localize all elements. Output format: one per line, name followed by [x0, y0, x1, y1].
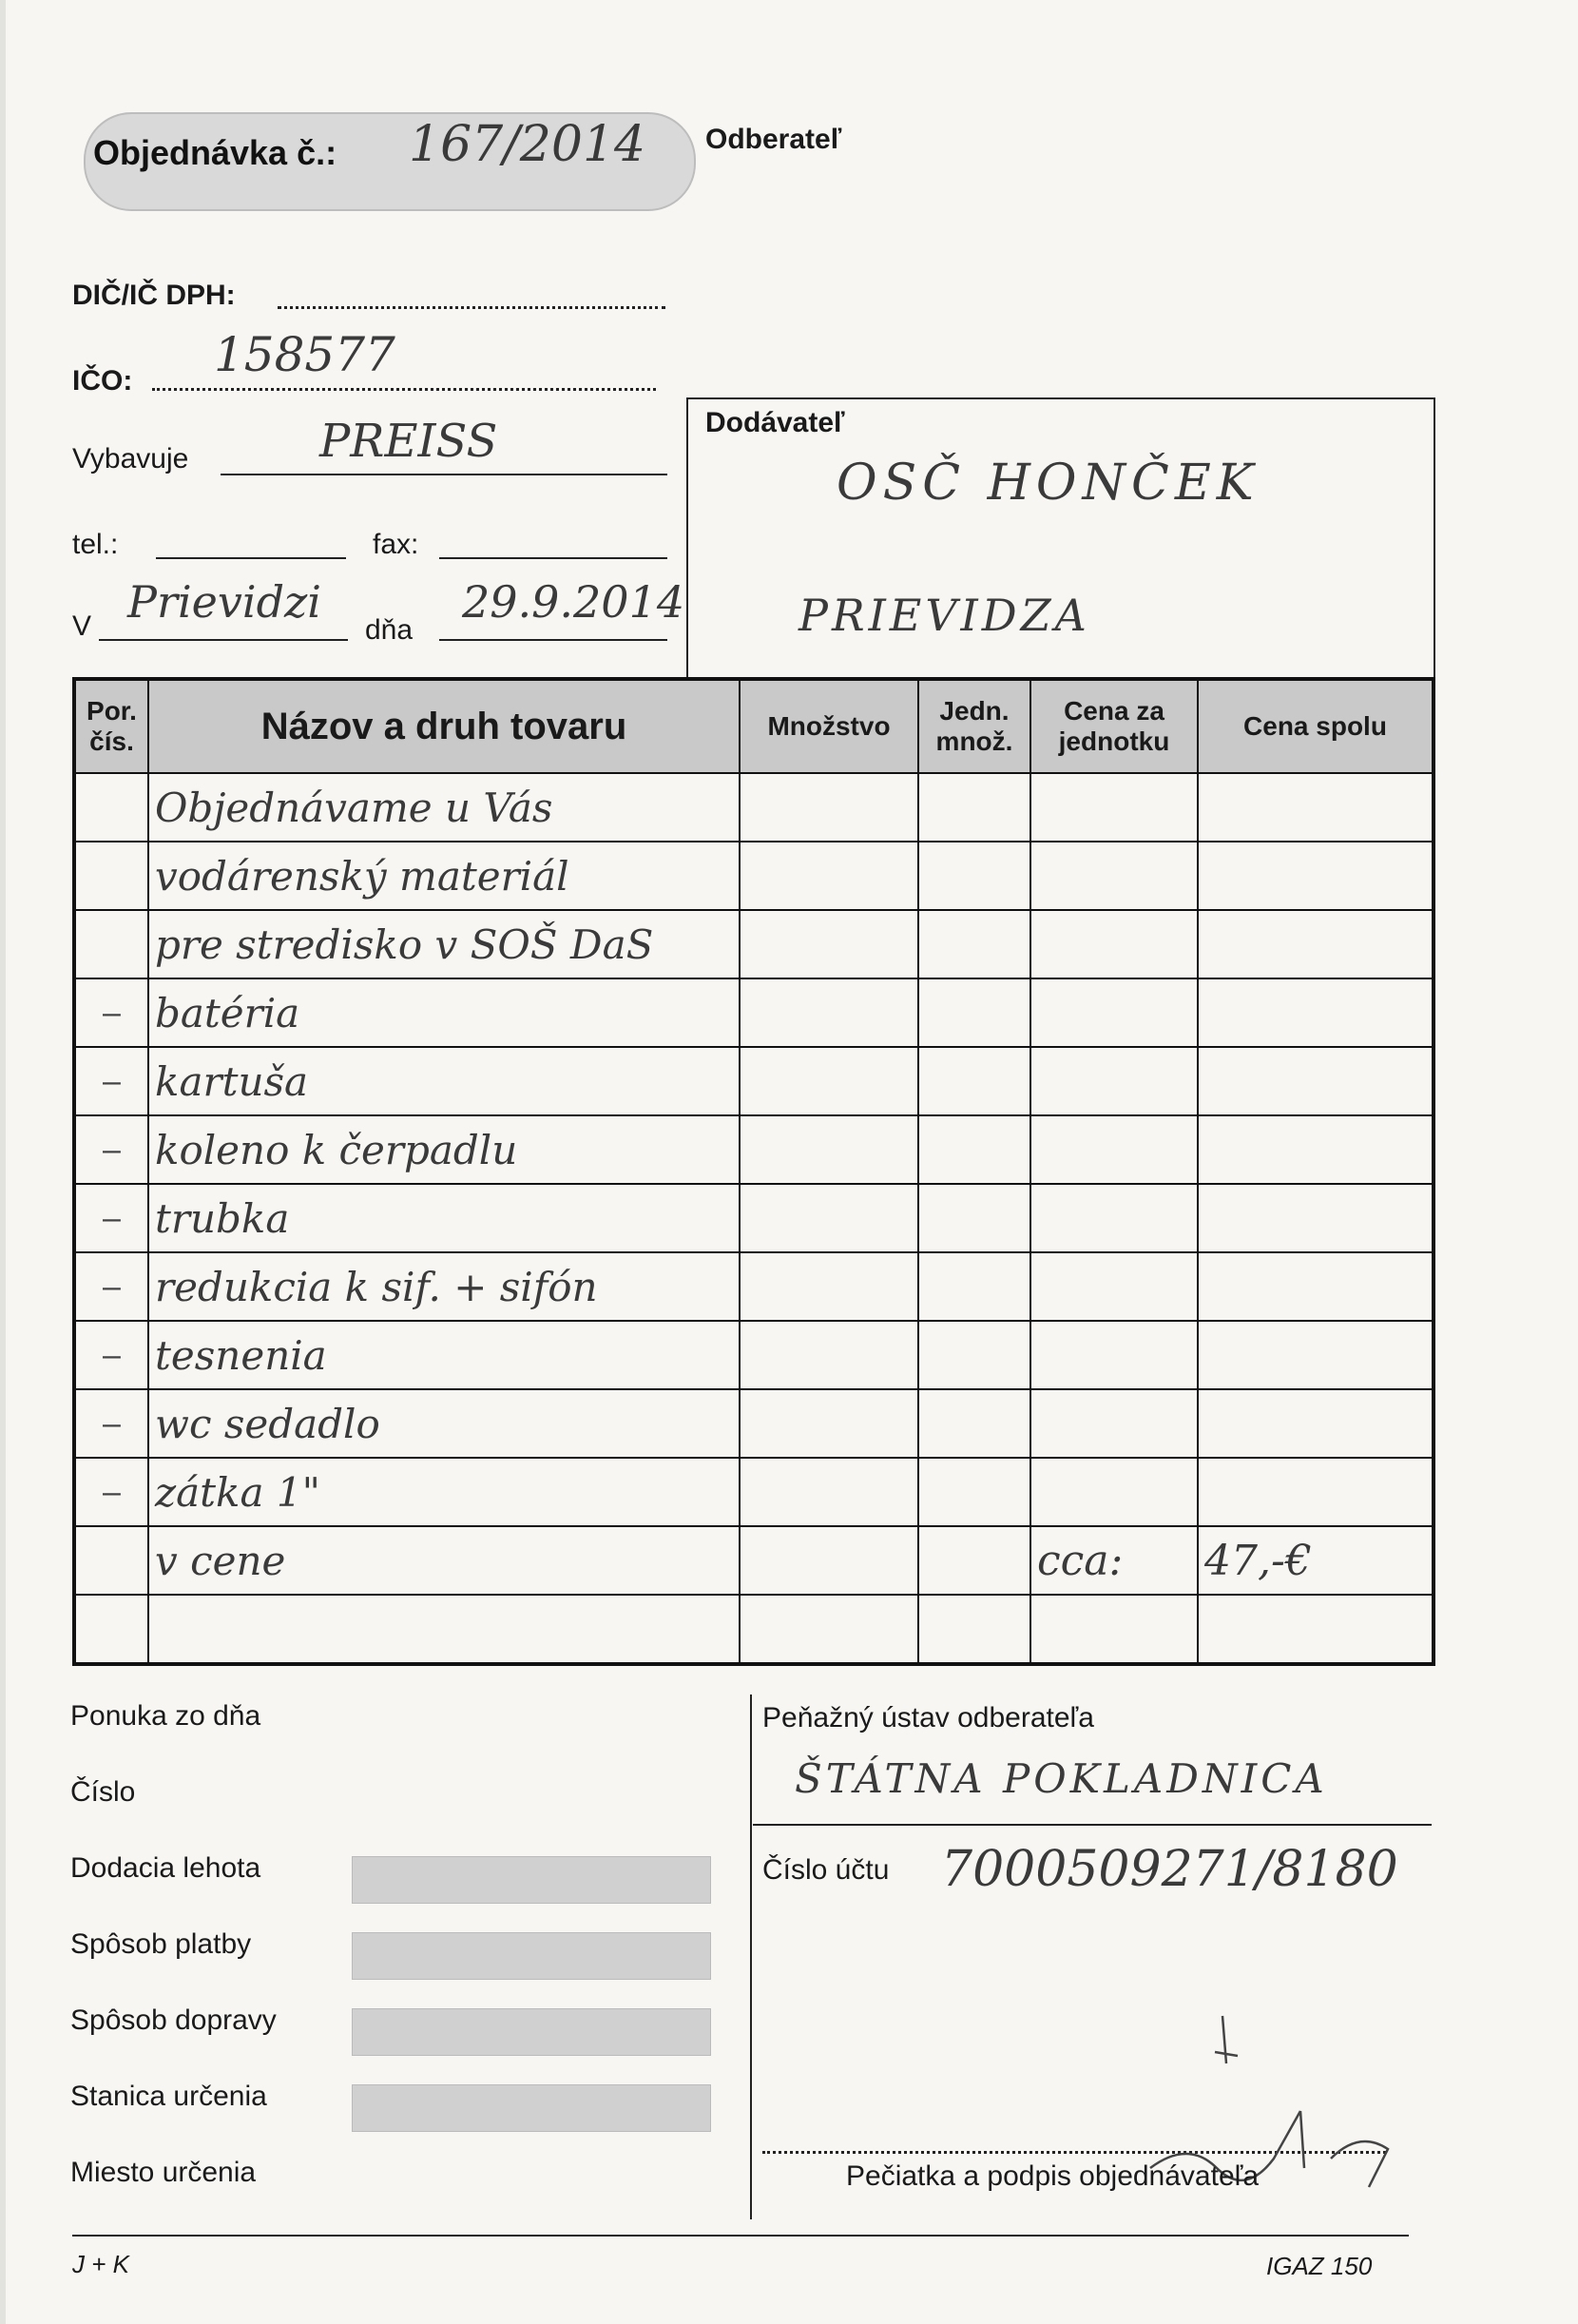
unit-price-cell[interactable]	[1030, 1458, 1198, 1526]
table-row	[74, 1321, 1434, 1389]
unit-price-cell[interactable]	[1030, 1321, 1198, 1389]
unit-price-cell[interactable]	[1030, 978, 1198, 1047]
unit-price-cell[interactable]	[1030, 1252, 1198, 1321]
table-row	[74, 978, 1434, 1047]
item-name-cell[interactable]: koleno k čerpadlu	[148, 1115, 740, 1184]
supplier-label: Dodávateľ	[705, 407, 845, 438]
dic-field[interactable]	[278, 306, 665, 309]
total-price-cell[interactable]	[1198, 1047, 1434, 1115]
col-header-unit: Jedn. množ.	[918, 679, 1030, 773]
total-price-cell[interactable]	[1198, 1115, 1434, 1184]
total-price-cell[interactable]	[1198, 773, 1434, 842]
item-name-cell[interactable]: tesnenia	[148, 1321, 740, 1389]
dic-label: DIČ/IČ DPH:	[72, 280, 236, 311]
item-name-cell[interactable]: zátka 1"	[148, 1458, 740, 1526]
table-row	[74, 1458, 1434, 1526]
v-label: V	[72, 610, 92, 642]
total-price-cell[interactable]	[1198, 910, 1434, 978]
dna-label: dňa	[365, 614, 414, 646]
fax-label: fax:	[373, 529, 419, 560]
row-number-cell[interactable]	[74, 842, 148, 910]
row-number-cell[interactable]	[74, 773, 148, 842]
quantity-cell[interactable]	[740, 978, 918, 1047]
customer-label: Odberateľ	[705, 124, 842, 155]
vybavuje-value: PREISS	[319, 415, 498, 468]
row-number-cell[interactable]: –	[74, 1321, 148, 1389]
bottom-divider	[750, 1695, 752, 2219]
bank-field-line	[753, 1824, 1432, 1826]
quantity-cell[interactable]	[740, 1184, 918, 1252]
table-row	[74, 1526, 1434, 1595]
item-name-cell[interactable]: batéria	[148, 978, 740, 1047]
quantity-cell[interactable]	[740, 1321, 918, 1389]
total-price-cell[interactable]	[1198, 842, 1434, 910]
table-row	[74, 910, 1434, 978]
unit-cell[interactable]	[918, 910, 1030, 978]
col-header-total: Cena spolu	[1198, 679, 1434, 773]
v-field[interactable]	[99, 639, 348, 641]
ico-label: IČO:	[72, 365, 133, 397]
unit-cell[interactable]	[918, 773, 1030, 842]
row-number-cell[interactable]	[74, 910, 148, 978]
station-label: Stanica určenia	[70, 2081, 267, 2112]
total-price-cell[interactable]: 47,-€	[1198, 1526, 1434, 1595]
offer-number-label: Číslo	[70, 1776, 136, 1808]
col-header-unit-price: Cena za jednotku	[1030, 679, 1198, 773]
unit-cell[interactable]	[918, 1252, 1030, 1321]
ico-value: 158577	[214, 327, 395, 382]
row-number-cell[interactable]: –	[74, 1047, 148, 1115]
quantity-cell[interactable]	[740, 842, 918, 910]
payment-field[interactable]	[352, 1932, 711, 1980]
footer-left: J + K	[72, 2250, 129, 2278]
item-name-cell[interactable]	[148, 1595, 740, 1664]
row-number-cell[interactable]: –	[74, 1184, 148, 1252]
total-price-cell[interactable]	[1198, 978, 1434, 1047]
quantity-cell[interactable]	[740, 910, 918, 978]
quantity-cell[interactable]	[740, 1526, 918, 1595]
table-header-row	[74, 679, 1434, 773]
unit-cell[interactable]	[918, 1595, 1030, 1664]
scan-edge	[0, 0, 6, 2324]
quantity-cell[interactable]	[740, 1458, 918, 1526]
unit-cell[interactable]	[918, 842, 1030, 910]
unit-cell[interactable]	[918, 1184, 1030, 1252]
total-price-cell[interactable]	[1198, 1389, 1434, 1458]
row-number-cell[interactable]: –	[74, 1252, 148, 1321]
row-number-cell[interactable]: –	[74, 1458, 148, 1526]
item-name-cell[interactable]: Objednávame u Vás	[148, 773, 740, 842]
item-name-cell[interactable]: pre stredisko v SOŠ DaS	[148, 910, 740, 978]
table-row	[74, 842, 1434, 910]
unit-cell[interactable]	[918, 1321, 1030, 1389]
row-number-cell[interactable]	[74, 1526, 148, 1595]
unit-cell[interactable]	[918, 1115, 1030, 1184]
total-price-cell[interactable]	[1198, 1184, 1434, 1252]
row-number-cell[interactable]: –	[74, 1115, 148, 1184]
vybavuje-label: Vybavuje	[72, 443, 189, 474]
table-row	[74, 1595, 1434, 1664]
transport-field[interactable]	[352, 2008, 711, 2056]
unit-price-cell[interactable]	[1030, 1184, 1198, 1252]
v-value: Prievidzi	[127, 576, 321, 628]
table-row	[74, 1252, 1434, 1321]
supplier-name[interactable]: OSČ HONČEK	[837, 455, 1260, 512]
item-name-cell[interactable]: wc sedadlo	[148, 1389, 740, 1458]
quantity-cell[interactable]	[740, 773, 918, 842]
unit-cell[interactable]	[918, 1047, 1030, 1115]
place-label: Miesto určenia	[70, 2157, 257, 2188]
quantity-cell[interactable]	[740, 1595, 918, 1664]
unit-cell[interactable]	[918, 1458, 1030, 1526]
items-table	[72, 677, 1435, 1666]
unit-price-cell[interactable]	[1030, 842, 1198, 910]
item-name-cell[interactable]: v cene	[148, 1526, 740, 1595]
signature-label: Pečiatka a podpis objednávateľa	[846, 2160, 1260, 2192]
quantity-cell[interactable]	[740, 1389, 918, 1458]
table-row	[74, 1389, 1434, 1458]
payment-label: Spôsob platby	[70, 1928, 252, 1960]
footer-line	[72, 2235, 1409, 2237]
bank-value[interactable]: ŠTÁTNA POKLADNICA	[795, 1755, 1328, 1802]
item-name-cell[interactable]: kartuša	[148, 1047, 740, 1115]
transport-label: Spôsob dopravy	[70, 2004, 277, 2036]
unit-cell[interactable]	[918, 1526, 1030, 1595]
unit-price-cell[interactable]	[1030, 1389, 1198, 1458]
item-name-cell[interactable]: trubka	[148, 1184, 740, 1252]
unit-cell[interactable]	[918, 978, 1030, 1047]
total-price-cell[interactable]	[1198, 1595, 1434, 1664]
col-header-name: Názov a druh tovaru	[148, 679, 740, 773]
delivery-field[interactable]	[352, 1856, 711, 1904]
station-field[interactable]	[352, 2084, 711, 2132]
dna-value: 29.9.2014	[462, 576, 685, 628]
tel-label: tel.:	[72, 529, 119, 560]
delivery-label: Dodacia lehota	[70, 1852, 261, 1884]
account-label: Číslo účtu	[762, 1854, 890, 1886]
col-header-no: Por. čís.	[74, 679, 148, 773]
unit-price-cell[interactable]	[1030, 1595, 1198, 1664]
order-label: Objednávka č.:	[93, 133, 337, 172]
row-number-cell[interactable]: –	[74, 978, 148, 1047]
unit-price-cell[interactable]	[1030, 1115, 1198, 1184]
row-number-cell[interactable]	[74, 1595, 148, 1664]
unit-price-cell[interactable]: cca:	[1030, 1526, 1198, 1595]
offer-date-label: Ponuka zo dňa	[70, 1700, 261, 1732]
tel-field[interactable]	[156, 557, 346, 559]
col-header-qty: Množstvo	[740, 679, 918, 773]
quantity-cell[interactable]	[740, 1115, 918, 1184]
table-row	[74, 1115, 1434, 1184]
supplier-city[interactable]: PRIEVIDZA	[799, 590, 1090, 641]
account-value[interactable]: 7000509271/8180	[941, 1841, 1398, 1898]
fax-field[interactable]	[439, 557, 667, 559]
item-name-cell[interactable]: redukcia k sif. + sifón	[148, 1252, 740, 1321]
order-number-value[interactable]: 167/2014	[409, 116, 646, 173]
vybavuje-field[interactable]	[221, 474, 667, 475]
ico-field[interactable]	[152, 388, 656, 391]
quantity-cell[interactable]	[740, 1047, 918, 1115]
total-price-cell[interactable]	[1198, 1458, 1434, 1526]
dna-field[interactable]	[439, 639, 667, 641]
table-row	[74, 773, 1434, 842]
unit-price-cell[interactable]	[1030, 910, 1198, 978]
unit-price-cell[interactable]	[1030, 773, 1198, 842]
row-number-cell[interactable]: –	[74, 1389, 148, 1458]
total-price-cell[interactable]	[1198, 1252, 1434, 1321]
quantity-cell[interactable]	[740, 1252, 918, 1321]
footer-right: IGAZ 150	[1266, 2252, 1373, 2280]
total-price-cell[interactable]	[1198, 1321, 1434, 1389]
table-row	[74, 1184, 1434, 1252]
unit-price-cell[interactable]	[1030, 1047, 1198, 1115]
table-row	[74, 1047, 1434, 1115]
item-name-cell[interactable]: vodárenský materiál	[148, 842, 740, 910]
unit-cell[interactable]	[918, 1389, 1030, 1458]
bank-label: Peňažný ústav odberateľa	[762, 1702, 1094, 1733]
